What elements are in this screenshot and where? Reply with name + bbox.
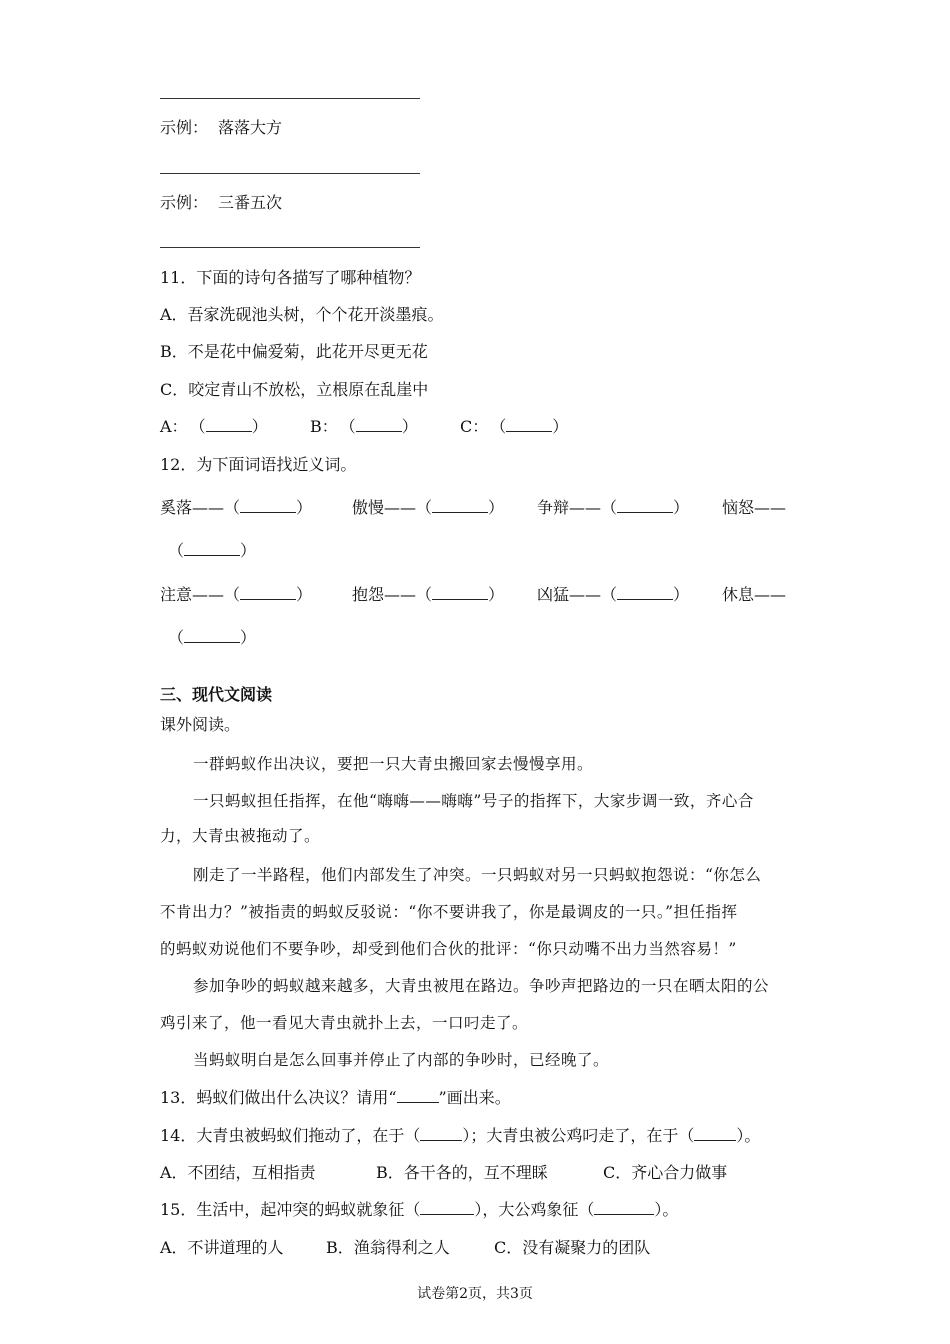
story-paragraph: 鸡引来了，他一看见大青虫就扑上去，一口叼走了。 — [160, 1014, 529, 1032]
q12-word: 休息—— — [722, 585, 787, 604]
paren-open: （ — [168, 541, 185, 560]
q11-answer-b — [310, 416, 418, 438]
paren-open: （ — [168, 628, 185, 647]
q15-text: ），大公鸡象征（ — [474, 1200, 595, 1219]
paren-open: （ — [416, 585, 433, 604]
answer-blank[interactable] — [184, 540, 240, 556]
section-heading: 三、现代文阅读 — [160, 685, 273, 704]
underline-sample — [397, 1087, 439, 1103]
example-1 — [160, 117, 282, 139]
answer-blank[interactable] — [432, 584, 488, 600]
paren-close: ） — [296, 585, 313, 604]
q14-option-c: C．齐心合力做事 — [603, 1163, 728, 1182]
paren-close: ） — [296, 498, 313, 517]
q14-text: ）。 — [736, 1126, 761, 1145]
paren-close: ） — [240, 628, 257, 647]
story-paragraph: 的蚂蚁劝说他们不要争吵，却受到他们合伙的批评：“你只动嘴不出力当然容易！” — [160, 940, 737, 958]
q11-option-b: B．不是花中偏爱菊，此花开尽更无花 — [160, 342, 428, 361]
paren-open: （ — [601, 498, 618, 517]
q12-word: 抱怨—— — [352, 585, 417, 604]
answer-blank[interactable] — [694, 1125, 736, 1141]
answer-blank[interactable] — [594, 1199, 654, 1215]
paren-close: ） — [488, 585, 505, 604]
q12-item — [722, 497, 786, 519]
story-paragraph: 不肯出力？”被指责的蚂蚁反驳说：“你不要讲我了，你是最调皮的一只。”担任指挥 — [160, 903, 738, 921]
answer-blank[interactable] — [506, 416, 552, 432]
answer-line-3[interactable] — [160, 247, 420, 248]
story-paragraph: 一只蚂蚁担任指挥，在他“嗨嗨——嗨嗨”号子的指挥下，大家步调一致，齐心合 — [193, 792, 754, 810]
q12-item-wrap — [168, 627, 256, 649]
q12-item — [352, 584, 504, 606]
paren-open: （ — [498, 417, 507, 436]
example-label: 示例： — [160, 118, 209, 137]
q12-word: 注意—— — [160, 585, 225, 604]
page-footer: 试卷第2页，共3页 — [417, 1286, 533, 1302]
q12-item — [160, 584, 312, 606]
q12-word: 傲慢—— — [352, 498, 417, 517]
section-intro: 课外阅读。 — [160, 715, 241, 734]
answer-blank[interactable] — [432, 497, 488, 513]
example-2 — [160, 192, 282, 214]
paren-open: （ — [347, 417, 356, 436]
answer-blank[interactable] — [617, 584, 673, 600]
q12-item — [537, 497, 689, 519]
q14-text: 14．大青虫被蚂蚁们拖动了，在于（ — [160, 1126, 421, 1145]
q13-text: ”画出来。 — [438, 1088, 511, 1107]
q12-word: 争辩—— — [537, 498, 602, 517]
story-paragraph: 力，大青虫被拖动了。 — [160, 827, 321, 845]
paren-open: （ — [224, 585, 241, 604]
q15-text: ）。 — [654, 1200, 679, 1219]
answer-blank[interactable] — [240, 584, 296, 600]
paren-open: （ — [416, 498, 433, 517]
q11-answer-a — [160, 416, 268, 438]
q15-option-b: B．渔翁得利之人 — [326, 1238, 450, 1257]
answer-blank[interactable] — [420, 1199, 474, 1215]
answer-blank[interactable] — [206, 416, 252, 432]
paren-close: ） — [401, 417, 418, 436]
q12-word: 凶猛—— — [537, 585, 602, 604]
answer-blank[interactable] — [420, 1125, 462, 1141]
q12-word: 恼怒—— — [722, 498, 787, 517]
paren-close: ） — [251, 417, 268, 436]
story-paragraph: 刚走了一半路程，他们内部发生了冲突。一只蚂蚁对另一只蚂蚁抱怨说：“你怎么 — [193, 866, 762, 884]
q12-item — [537, 584, 689, 606]
q12-item — [722, 584, 786, 606]
answer-blank[interactable] — [617, 497, 673, 513]
paren-open: （ — [197, 417, 206, 436]
answer-line-2[interactable] — [160, 173, 420, 174]
q14-text: ）；大青虫被公鸡叼走了，在于（ — [462, 1126, 695, 1145]
q11-option-a: A．吾家洗砚池头树，个个花开淡墨痕。 — [160, 305, 444, 324]
example-label: 示例： — [160, 193, 209, 212]
q12-word: 奚落—— — [160, 498, 225, 517]
paren-open: （ — [224, 498, 241, 517]
q12-item — [352, 497, 504, 519]
q11-option-c: C．咬定青山不放松，立根原在乱崖中 — [160, 380, 429, 399]
q15-text: 15．生活中，起冲突的蚂蚁就象征（ — [160, 1200, 421, 1219]
q15 — [160, 1199, 678, 1221]
paren-close: ） — [488, 498, 505, 517]
example-word: 落落大方 — [218, 118, 283, 137]
story-paragraph: 当蚂蚁明白是怎么回事并停止了内部的争吵时，已经晚了。 — [193, 1051, 610, 1069]
q15-option-a: A．不讲道理的人 — [160, 1238, 284, 1257]
paren-close: ） — [673, 585, 690, 604]
paren-open: （ — [601, 585, 618, 604]
story-paragraph: 参加争吵的蚂蚁越来越多，大青虫被甩在路边。争吵声把路边的一只在晒太阳的公 — [193, 977, 770, 995]
q12-title: 12．为下面词语找近义词。 — [160, 455, 357, 474]
q11-title: 11．下面的诗句各描写了哪种植物？ — [160, 268, 421, 287]
paren-close: ） — [673, 498, 690, 517]
paren-close: ） — [552, 417, 569, 436]
answer-label: C： — [460, 417, 489, 436]
paren-close: ） — [240, 541, 257, 560]
answer-blank[interactable] — [240, 497, 296, 513]
answer-blank[interactable] — [184, 627, 240, 643]
story-paragraph: 一群蚂蚁作出决议，要把一只大青虫搬回家去慢慢享用。 — [193, 755, 594, 773]
q12-item-wrap — [168, 540, 256, 562]
q14-option-a: A．不团结，互相指责 — [160, 1163, 316, 1182]
answer-blank[interactable] — [356, 416, 402, 432]
q11-answer-c — [460, 416, 568, 438]
q15-option-c: C．没有凝聚力的团队 — [494, 1238, 651, 1257]
example-word: 三番五次 — [218, 193, 283, 212]
q13 — [160, 1087, 511, 1109]
q14-option-b: B．各干各的，互不理睬 — [376, 1163, 548, 1182]
answer-label: B： — [310, 417, 338, 436]
q13-text: 13．蚂蚁们做出什么决议？请用“ — [160, 1088, 397, 1107]
q14 — [160, 1125, 760, 1147]
q12-item — [160, 497, 312, 519]
answer-label: A： — [160, 417, 188, 436]
answer-line-1[interactable] — [160, 98, 420, 99]
